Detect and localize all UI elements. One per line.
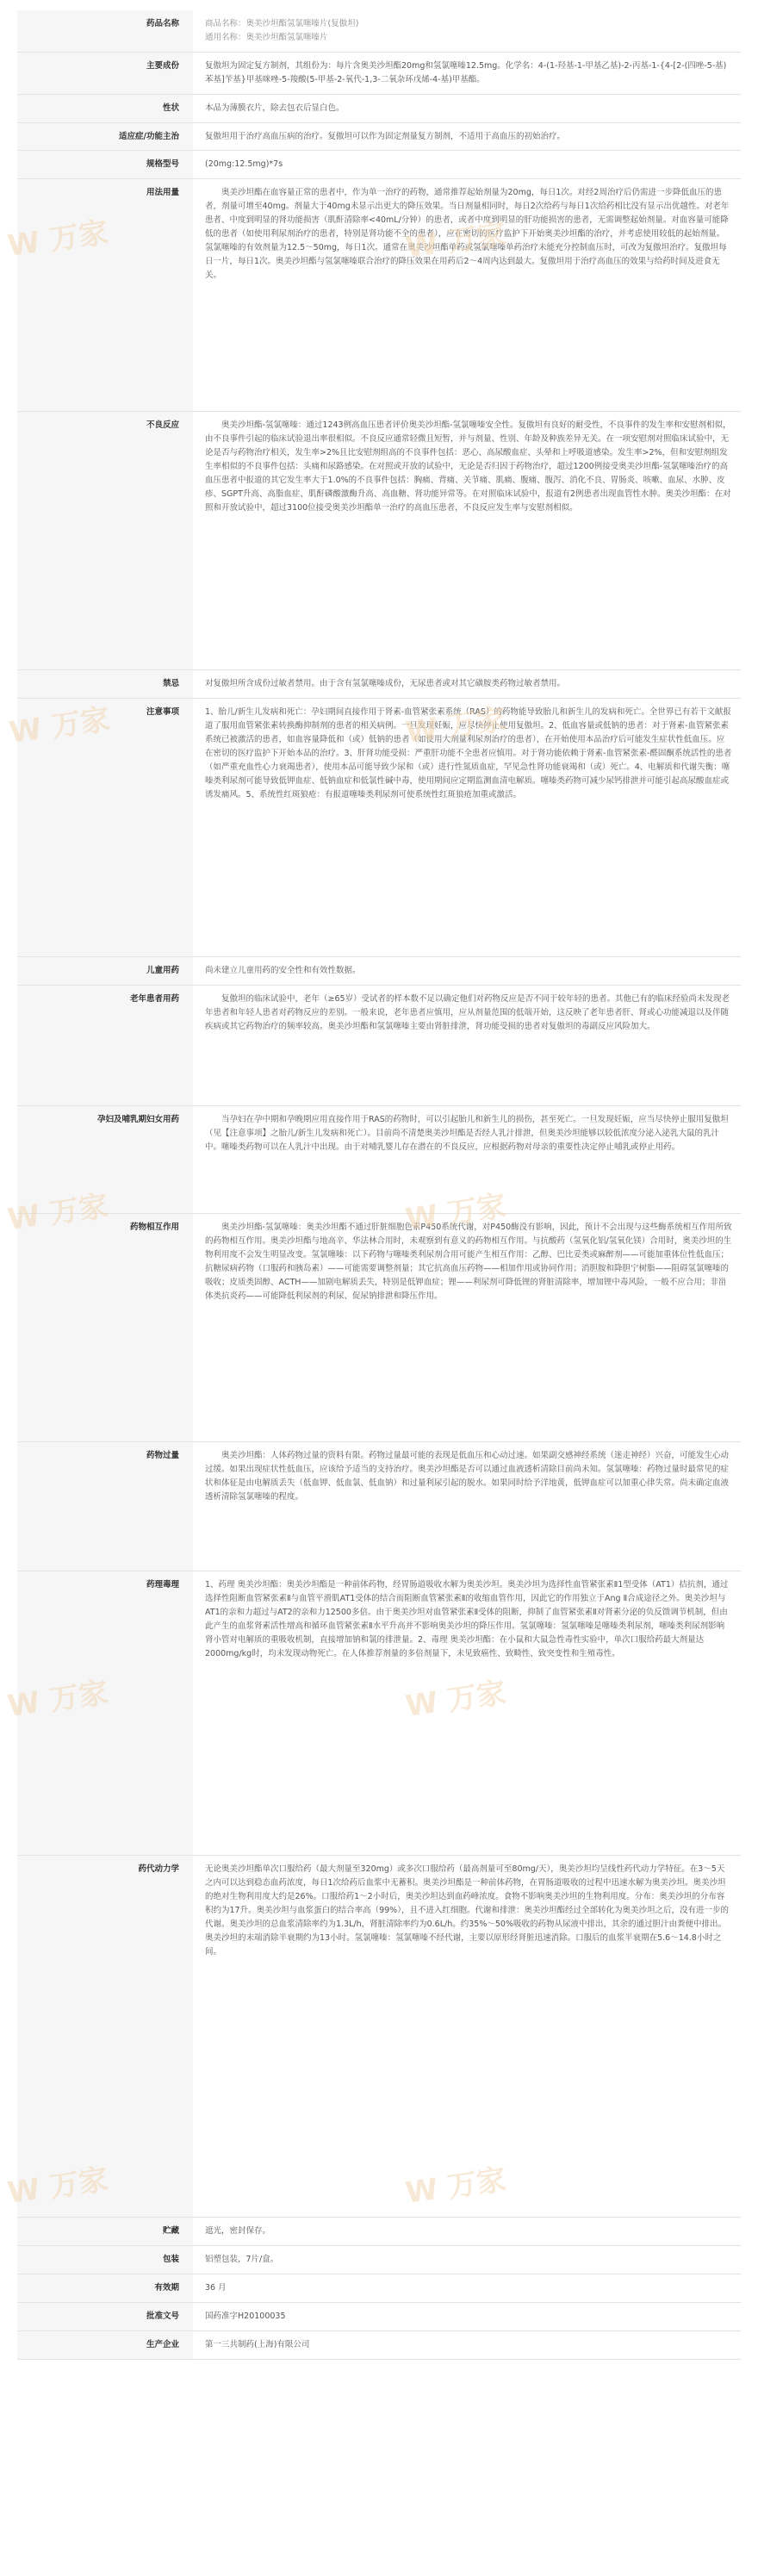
watermark-logo: W 万家 xyxy=(7,701,113,750)
row-precautions xyxy=(17,699,741,957)
generic-name: 通用名称：奥美沙坦酯氢氯噻嗪片 xyxy=(205,32,328,42)
label-interactions: 药物相互作用 xyxy=(17,1214,193,1442)
row-approval-number xyxy=(17,2302,741,2330)
label-dosage: 用法用量 xyxy=(17,179,193,412)
value-interactions: 奥美沙坦酯-氢氯噻嗪：奥美沙坦酯不通过肝脏细胞色素P450系统代谢，对P450酶没有影响，因此，预计不会出现与这些酶系统相互作用所致的药物相互作用。奥美沙坦酯与地高辛、华法林合用时，未观察到有意义的药物相互作用。与抗酸药（氢氧化铝/氢氧化镁）合用时，奥美沙坦的生物利用度不会发生明显改变。氢氯噻嗪：以下药物与噻嗪类利尿剂合用可能产生相互作用：乙醇、巴比妥类或麻醉剂——可能加重体位性低血压；抗糖尿病药物（口服药和胰岛素）——可能需要调整剂量；其它抗高血压药物——相加作用或协同作用；消胆胺和降胆宁树脂——阻碍氢氯噻嗪的吸收；皮质类固醇、ACTH——加剧电解质丢失，特别是低钾血症；锂——利尿剂可降低锂的肾脏清除率，增加锂中毒风险，一般不应合用；非甾体类抗炎药——可能降低利尿剂的利尿、促尿钠排泄和降压作用。 xyxy=(193,1214,741,1442)
value-pregnancy: 当孕妇在孕中期和孕晚期应用直接作用于RAS的药物时，可以引起胎儿和新生儿的损伤，甚至死亡。一旦发现妊娠，应当尽快停止服用复傲坦（见【注意事项】之胎儿/新生儿发病和死亡）。目前尚不清楚奥美沙坦酯是否经人乳汁排泄，但奥美沙坦能够以较低浓度分泌入泌乳大鼠的乳汁中。噻嗪类药物可以在人乳汁中出现。由于对哺乳婴儿存在潜在的不良反应，应根据药物对母亲的重要性决定停止哺乳或停止用药。 xyxy=(193,1106,741,1214)
label-toxicology: 药理毒理 xyxy=(17,1571,193,1856)
drug-spec-table xyxy=(17,10,741,2360)
watermark-logo: W 万家 xyxy=(403,2162,509,2211)
row-pharmacokinetics xyxy=(17,1856,741,2218)
label-validity: 有效期 xyxy=(17,2274,193,2302)
product-name: 商品名称：奥美沙坦酯氢氯噻嗪片(复傲坦) xyxy=(205,19,359,28)
label-indications: 适应症/功能主治 xyxy=(17,122,193,151)
value-pharmacokinetics: 无论奥美沙坦酯单次口服给药（最大剂量至320mg）或多次口服给药（最高剂量可至80mg/天），奥美沙坦均呈线性药代动力学特征。在3～5天之内可以达到稳态血药浓度，每日1次给药后血浆中无蓄积。奥美沙坦酯是一种前体药物，在胃肠道吸收的过程中迅速水解为奥美沙坦。奥美沙坦的绝对生物利用度大约是26%。口服给药1～2小时后，奥美沙坦达到血药峰浓度。食物不影响奥美沙坦的生物利用度。分布：奥美沙坦的分布容积约为17升。奥美沙坦与血浆蛋白的结合率高（99%），且不进入红细胞。代谢和排泄：奥美沙坦酯经过全部转化为奥美沙坦之后，没有进一步的代谢。奥美沙坦的总血浆清除率约为1.3L/h，肾脏清除率约为0.6L/h。约35%～50%吸收的药物从尿液中排出，其余的通过胆汁由粪便中排出。奥美沙坦的末端消除半衰期约为13小时。氢氯噻嗪：氢氯噻嗪不经代谢，主要以原形经肾脏迅速消除。口服后的血浆半衰期在5.6～14.8小时之间。 xyxy=(193,1856,741,2218)
watermark-logo: W 万家 xyxy=(5,1675,111,1724)
row-children xyxy=(17,957,741,986)
label-precautions: 注意事项 xyxy=(17,699,193,957)
label-spec: 规格型号 xyxy=(17,151,193,179)
value-toxicology: 1、药理 奥美沙坦酯：奥美沙坦酯是一种前体药物，经胃肠道吸收水解为奥美沙坦。奥美沙坦为选择性血管紧张素Ⅱ1型受体（AT1）拮抗剂，通过选择性阻断血管紧张素Ⅱ与血管平滑肌AT1受体的结合而阻断血管紧张素Ⅱ的收缩血管作用，因此它的作用独立于Ang Ⅱ合成途径之外。奥美沙坦与AT1的亲和力超过与AT2的亲和力12500多倍。由于奥美沙坦对血管紧张素Ⅱ受体的阻断，抑制了血管紧张素Ⅱ对肾素分泌的负反馈调节机制，但由此产生的血浆肾素活性增高和循环血管紧张素Ⅱ水平升高并不影响奥美沙坦的降压作用。氢氯噻嗪：氢氯噻嗪是噻嗪类利尿剂，噻嗪类利尿剂影响肾小管对电解质的重吸收机制，直接增加钠和氯的排泄量。2、毒理 奥美沙坦酯：在小鼠和大鼠急性毒性实验中，单次口服给药最大剂量达2000mg/kg时，均未发现动物死亡。在人体推荐剂量的多倍剂量下，未见致癌性、致畸性、致突变性和生殖毒性。 xyxy=(193,1571,741,1856)
value-precautions: 1、胎儿/新生儿发病和死亡：孕妇期间直接作用于肾素-血管紧张素系统（RAS）的药物能导致胎儿和新生儿的发病和死亡。全世界已有若干文献报道了服用血管紧张素转换酶抑制剂的患者的相关病例。一旦发现妊娠，应尽快停止使用复傲坦。2、低血容量或低钠的患者：对于肾素-血管紧张素系统已被激活的患者，如血容量降低和（或）低钠的患者（如使用大剂量利尿剂治疗的患者），在开始使用本品治疗后可能发生症状性低血压。应在密切的医疗监护下开始本品的治疗。3、肝肾功能受损：严重肝功能不全患者应慎用。对于肾功能依赖于肾素-血管紧张素-醛固酮系统活性的患者（如严重充血性心力衰竭患者），使用本品可能导致少尿和（或）进行性氮质血症，罕见急性肾功能衰竭和（或）死亡。4、电解质和代谢失衡：噻嗪类利尿剂可能导致低钾血症、低钠血症和低氯性碱中毒，使用期间应定期监测血清电解质。噻嗪类药物可减少尿钙排泄并可能引起高尿酸血症或诱发痛风。5、系统性红斑狼疮：有报道噻嗪类利尿剂可使系统性红斑狼疮加重或激活。 xyxy=(193,699,741,957)
value-drug-name xyxy=(193,10,741,52)
label-elderly: 老年患者用药 xyxy=(17,986,193,1106)
row-interactions xyxy=(17,1214,741,1442)
label-package: 包装 xyxy=(17,2246,193,2274)
row-dosage xyxy=(17,179,741,412)
row-adverse-reactions xyxy=(17,412,741,670)
value-package: 铝塑包装，7片/盒。 xyxy=(193,2246,741,2274)
watermark-logo: W 万家 xyxy=(403,1675,509,1724)
label-storage: 贮藏 xyxy=(17,2218,193,2246)
value-children: 尚未建立儿童用药的安全性和有效性数据。 xyxy=(193,957,741,986)
label-manufacturer: 生产企业 xyxy=(17,2330,193,2359)
row-validity xyxy=(17,2274,741,2302)
row-overdose xyxy=(17,1442,741,1571)
label-drug-name: 药品名称 xyxy=(17,10,193,52)
row-spec xyxy=(17,151,741,179)
label-pharmacokinetics: 药代动力学 xyxy=(17,1856,193,2218)
row-storage xyxy=(17,2218,741,2246)
value-overdose: 奥美沙坦酯：人体药物过量的资料有限。药物过量最可能的表现是低血压和心动过速。如果副交感神经系统（迷走神经）兴奋，可能发生心动过缓。如果出现症状性低血压，应该给予适当的支持治疗。奥美沙坦酯是否可以通过血液透析清除目前尚未知。氢氯噻嗪：药物过量时最常见的症状和体征是由电解质丢失（低血钾、低血氯、低血钠）和过量利尿引起的脱水。如果同时给予洋地黄，低钾血症可以加重心律失常。尚未确定血液透析清除氢氯噻嗪的程度。 xyxy=(193,1442,741,1571)
label-ingredients: 主要成份 xyxy=(17,52,193,94)
row-pregnancy xyxy=(17,1106,741,1214)
watermark-logo: W 万家 xyxy=(403,701,509,750)
label-contraindications: 禁忌 xyxy=(17,670,193,699)
watermark-logo: W 万家 xyxy=(403,1188,509,1237)
value-dosage: 奥美沙坦酯在血容量正常的患者中，作为单一治疗的药物，通常推荐起始剂量为20mg，每日1次。对经2周治疗后仍需进一步降低血压的患者，剂量可增至40mg。剂量大于40mg未显示出更大的降压效果。当日剂量相同时，每日2次给药与每日1次给药相比没有显示出优越性。对老年患者、中度到明显的肾功能损害（肌酐清除率<40mL/分钟）的患者，或者中度到明显的肝功能损害的患者，无需调整起始剂量。对血容量可能降低的患者（如使用利尿剂治疗的患者，特别是肾功能不全的患者），应在密切的医疗监护下开始奥美沙坦酯的治疗，并考虑使用较低的起始剂量。氢氯噻嗪的有效剂量为12.5～50mg，每日1次。通常在奥美沙坦酯单药或氢氯噻嗪单药治疗未能充分控制血压时，可改为复傲坦治疗。复傲坦每日一片，每日1次。奥美沙坦酯与氢氯噻嗪联合治疗的降压效果在用药后2～4周内达到最大。复傲坦用于治疗高血压的效果与给药时间及进食无关。 xyxy=(193,179,741,412)
value-manufacturer: 第一三共制药(上海)有限公司 xyxy=(193,2330,741,2359)
row-package xyxy=(17,2246,741,2274)
row-manufacturer xyxy=(17,2330,741,2359)
value-storage: 遮光，密封保存。 xyxy=(193,2218,741,2246)
row-toxicology xyxy=(17,1571,741,1856)
row-elderly xyxy=(17,986,741,1106)
watermark-logo: W 万家 xyxy=(5,2162,111,2211)
value-elderly: 复傲坦的临床试验中，老年（≥65岁）受试者的样本数不足以确定他们对药物反应是否不同于较年轻的患者。其他已有的临床经验尚未发现老年患者和年轻人患者对药物反应的差别。一般来说，老年患者应慎用，应从剂量范围的低端开始，这反映了老年患者肝、肾或心功能减退以及伴随疾病或其它药物治疗的频率较高。奥美沙坦酯和氢氯噻嗪主要由肾脏排泄，肾功能受损的患者对复傲坦的毒副反应风险加大。 xyxy=(193,986,741,1106)
row-appearance xyxy=(17,94,741,122)
value-adverse-reactions: 奥美沙坦酯-氢氯噻嗪：通过1243例高血压患者评价奥美沙坦酯-氢氯噻嗪安全性。复傲坦有良好的耐受性，不良事件的发生率和安慰剂相似，由不良事件引起的临床试验退出率很相似。不良反应通常轻微且短暂，并与剂量、性别、年龄及种族差异无关。在一项安慰剂对照临床试验中，无论是否与药物治疗相关，发生率>2%且比安慰剂组高的不良事件包括：恶心、高尿酸血症、头晕和上呼吸道感染。发生率>2%，但和安慰剂组发生率相似的不良事件包括：头痛和尿路感染。在对照或开放的试验中，无论是否归因于药物治疗，超过1200例接受奥美沙坦酯-氢氯噻嗪治疗的高血压患者中报道的其它发生率大于1.0%的不良事件包括：胸痛、背痛、关节痛、肌痛、腹痛、腹泻、消化不良、胃肠炎、咳嗽、血尿、水肿、皮疹、SGPT升高、高脂血症、肌酐磷酸激酶升高、高血糖、肾功能异常等。在对照临床试验中，报道有2例患者出现血管性水肿。奥美沙坦酯：在对照和开放试验中，超过3100位接受奥美沙坦酯单一治疗的高血压患者，不良反应发生率与安慰剂相似。 xyxy=(193,412,741,670)
row-ingredients xyxy=(17,52,741,94)
row-contraindications xyxy=(17,670,741,699)
value-spec: (20mg:12.5mg)*7s xyxy=(193,151,741,179)
value-contraindications: 对复傲坦所含成份过敏者禁用。由于含有氢氯噻嗪成份，无尿患者或对其它磺胺类药物过敏者禁用。 xyxy=(193,670,741,699)
value-approval-number: 国药准字H20100035 xyxy=(193,2302,741,2330)
value-ingredients: 复傲坦为固定复方制剂，其组份为：每片含奥美沙坦酯20mg和氢氯噻嗪12.5mg。化学名：4-(1-羟基-1-甲基乙基)-2-丙基-1-{4-[2-(四唑-5-基)苯基]苄基}甲基咪唑-5-羧酸(5-甲基-2-氧代-1,3-二氧杂环戊烯-4-基)甲基酯。 xyxy=(193,52,741,94)
value-appearance: 本品为薄膜衣片，除去包衣后显白色。 xyxy=(193,94,741,122)
value-indications: 复傲坦用于治疗高血压病的治疗。复傲坦可以作为固定剂量复方制剂，不适用于高血压的初始治疗。 xyxy=(193,122,741,151)
row-drug-name xyxy=(17,10,741,52)
label-pregnancy: 孕妇及哺乳期妇女用药 xyxy=(17,1106,193,1214)
watermark-logo: W 万家 xyxy=(5,215,111,264)
label-children: 儿童用药 xyxy=(17,957,193,986)
label-approval-number: 批准文号 xyxy=(17,2302,193,2330)
watermark-logo: W 万家 xyxy=(5,1188,111,1237)
label-adverse-reactions: 不良反应 xyxy=(17,412,193,670)
label-overdose: 药物过量 xyxy=(17,1442,193,1571)
label-appearance: 性状 xyxy=(17,94,193,122)
value-validity: 36 月 xyxy=(193,2274,741,2302)
watermark-logo: W 万家 xyxy=(403,216,509,265)
row-indications xyxy=(17,122,741,151)
